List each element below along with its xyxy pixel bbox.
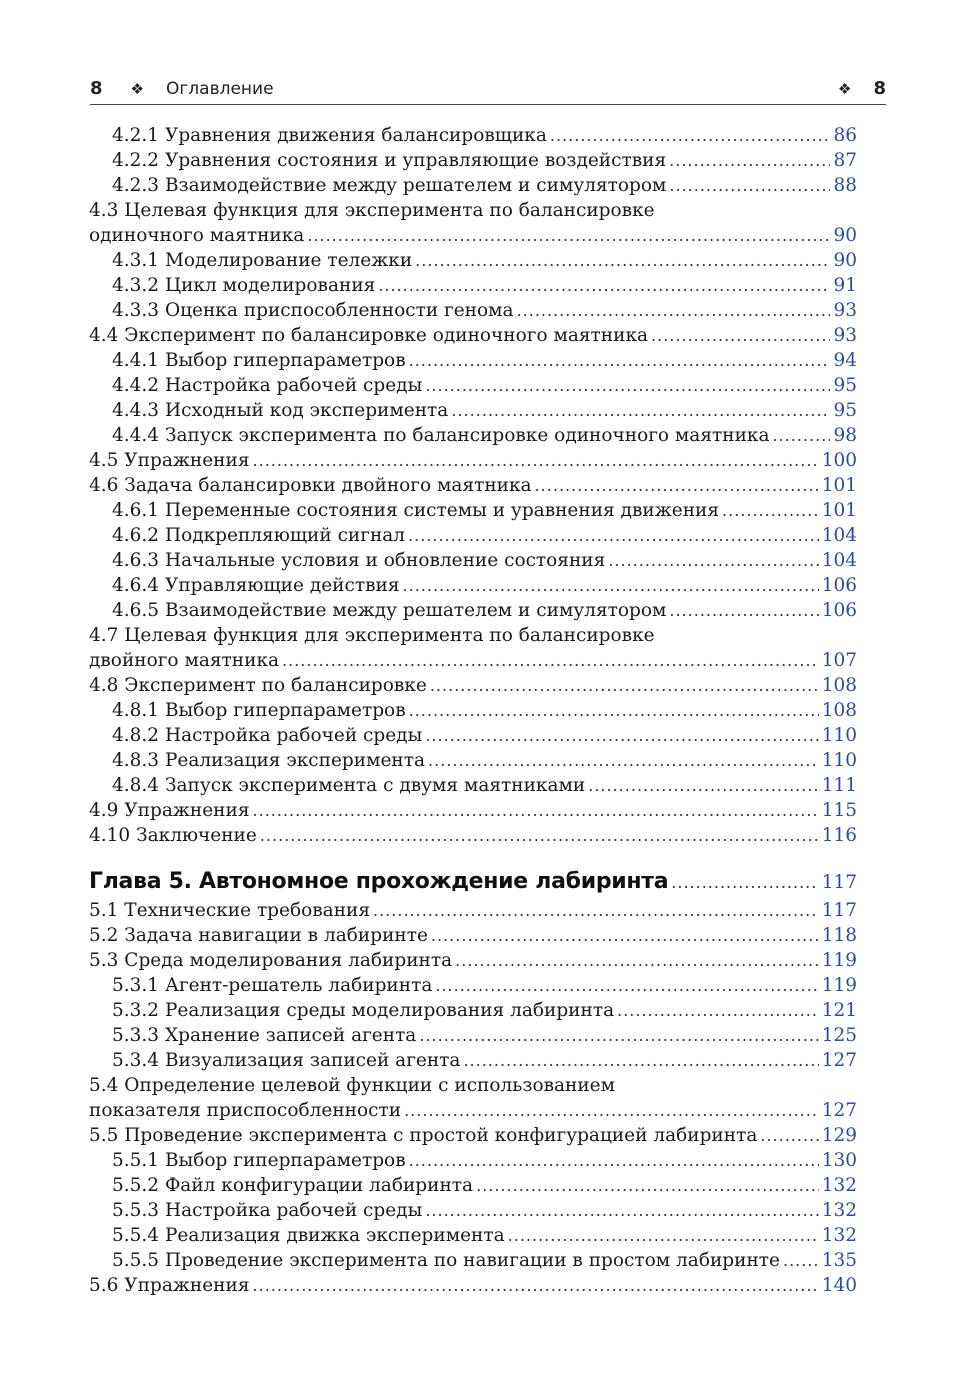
toc-entry[interactable] — [89, 1123, 857, 1148]
dot-leader — [409, 348, 831, 373]
dot-leader — [430, 673, 819, 698]
toc-entry-title: 4.8.3 Реализация эксперимента — [112, 750, 426, 771]
dot-leader — [253, 1273, 819, 1298]
dot-leader — [419, 1023, 818, 1048]
toc-entry-title: 4.10 Заключение — [89, 825, 257, 846]
toc-entry-title: 5.6 Упражнения — [89, 1275, 250, 1296]
table-of-contents — [89, 123, 857, 1298]
dot-leader — [428, 748, 819, 773]
toc-page-number[interactable]: 121 — [821, 1000, 857, 1021]
toc-entry[interactable] — [89, 998, 857, 1023]
toc-entry[interactable] — [89, 198, 857, 223]
toc-page-number[interactable]: 135 — [821, 1250, 857, 1271]
dot-leader — [253, 798, 819, 823]
toc-page-number[interactable]: 132 — [821, 1200, 857, 1221]
toc-page-number[interactable]: 88 — [833, 175, 857, 196]
toc-entry[interactable] — [89, 1048, 857, 1073]
toc-page-number[interactable]: 129 — [821, 1125, 857, 1146]
toc-page-number[interactable]: 94 — [833, 350, 857, 371]
toc-entry-title: 4.5 Упражнения — [89, 450, 250, 471]
toc-page-number[interactable]: 110 — [821, 725, 857, 746]
dot-leader — [425, 1198, 818, 1223]
toc-entry-title: 4.6.3 Начальные условия и обновление состояния — [112, 550, 606, 571]
toc-entry[interactable] — [89, 273, 857, 298]
toc-page-number[interactable]: 132 — [821, 1175, 857, 1196]
toc-entry-title: 5.5.1 Выбор гиперпараметров — [112, 1150, 406, 1171]
dot-leader — [550, 123, 831, 148]
dot-leader — [651, 323, 830, 348]
toc-entry[interactable] — [89, 698, 857, 723]
toc-entry[interactable] — [89, 323, 857, 348]
toc-entry-title: 4.3.2 Цикл моделирования — [112, 275, 376, 296]
toc-entry[interactable] — [89, 773, 857, 798]
toc-entry[interactable] — [89, 898, 857, 923]
toc-entry-title: 4.8.1 Выбор гиперпараметров — [112, 700, 406, 721]
toc-page-number[interactable]: 108 — [821, 700, 857, 721]
toc-entry[interactable] — [89, 1248, 857, 1273]
toc-entry-title: показателя приспособленности — [89, 1100, 402, 1121]
toc-entry[interactable] — [89, 748, 857, 773]
toc-entry[interactable] — [89, 723, 857, 748]
dot-leader — [373, 898, 819, 923]
toc-page-number[interactable]: 91 — [833, 275, 857, 296]
running-head-right — [838, 78, 886, 99]
toc-page-number[interactable]: 107 — [821, 650, 857, 671]
dot-leader — [476, 1173, 819, 1198]
toc-page-number[interactable]: 101 — [821, 500, 857, 521]
toc-page-number[interactable]: 86 — [833, 125, 857, 146]
toc-entry[interactable] — [89, 123, 857, 148]
dot-leader — [671, 864, 818, 902]
toc-entry-title: 4.6.5 Взаимодействие между решателем и симулятором — [112, 600, 667, 621]
page-number-right: 8 — [873, 78, 886, 99]
toc-entry-title: 4.2.3 Взаимодействие между решателем и симулятором — [112, 175, 667, 196]
running-head — [90, 74, 886, 105]
toc-entry-title: 5.5 Проведение эксперимента с простой конфигурацией лабиринта — [89, 1125, 758, 1146]
toc-entry-title: 5.5.5 Проведение эксперимента по навигации в простом лабиринте — [112, 1250, 780, 1271]
dot-leader — [760, 1123, 818, 1148]
toc-entry[interactable] — [89, 1173, 857, 1198]
toc-entry[interactable] — [89, 673, 857, 698]
dot-leader — [409, 1148, 819, 1173]
toc-page-number[interactable]: 101 — [821, 475, 857, 496]
dot-leader — [669, 148, 830, 173]
toc-page-number[interactable]: 104 — [821, 525, 857, 546]
toc-entry-title: 4.4 Эксперимент по балансировке одиночного маятника — [89, 325, 649, 346]
section-title: Оглавление — [165, 78, 274, 99]
dot-leader — [307, 223, 830, 248]
toc-entry-title: 4.6.4 Управляющие действия — [112, 575, 400, 596]
dot-leader — [608, 548, 818, 573]
toc-page-number[interactable]: 90 — [833, 225, 857, 246]
toc-page-number[interactable]: 87 — [833, 150, 857, 171]
toc-entry[interactable] — [89, 573, 857, 598]
toc-page-number[interactable]: 130 — [821, 1150, 857, 1171]
toc-page-number[interactable]: 93 — [833, 325, 857, 346]
dot-leader — [415, 248, 830, 273]
toc-entry-title: 4.6 Задача балансировки двойного маятника — [89, 475, 532, 496]
toc-entry[interactable] — [89, 473, 857, 498]
toc-entry[interactable] — [89, 923, 857, 948]
toc-entry-title: 5.3.3 Хранение записей агента — [112, 1025, 417, 1046]
toc-page-number[interactable]: 90 — [833, 250, 857, 271]
dot-leader — [451, 398, 830, 423]
toc-page-number[interactable]: 93 — [833, 300, 857, 321]
ornament-icon: ❖ — [130, 79, 144, 98]
toc-page-number[interactable]: 108 — [821, 675, 857, 696]
toc-entry-title: 4.6.2 Подкрепляющий сигнал — [112, 525, 406, 546]
toc-page-number[interactable]: 104 — [821, 550, 857, 571]
toc-entry-title: Глава 5. Автономное прохождение лабиринта — [89, 869, 669, 894]
toc-entry[interactable] — [89, 1273, 857, 1298]
dot-leader — [783, 1248, 819, 1273]
dot-leader — [435, 973, 818, 998]
toc-entry-title: 4.7 Целевая функция для эксперимента по балансировке — [89, 625, 655, 646]
toc-entry[interactable] — [89, 223, 857, 248]
toc-entry[interactable] — [89, 298, 857, 323]
toc-entry-title: 5.5.3 Настройка рабочей среды — [112, 1200, 423, 1221]
dot-leader — [408, 523, 819, 548]
toc-entry-title: 5.4 Определение целевой функции с использованием — [89, 1075, 616, 1096]
dot-leader — [773, 423, 831, 448]
toc-entry[interactable] — [89, 1223, 857, 1248]
dot-leader — [425, 723, 818, 748]
toc-entry-title: 5.3.2 Реализация среды моделирования лабиринта — [112, 1000, 615, 1021]
toc-entry-title: 4.3.1 Моделирование тележки — [112, 250, 413, 271]
dot-leader — [260, 823, 819, 848]
toc-entry[interactable] — [89, 623, 857, 648]
toc-entry[interactable] — [89, 1198, 857, 1223]
toc-entry[interactable] — [89, 148, 857, 173]
toc-page-number[interactable]: 119 — [821, 950, 857, 971]
toc-page-number[interactable]: 127 — [821, 1050, 857, 1071]
toc-entry-title: 4.6.1 Переменные состояния системы и уравнения движения — [112, 500, 720, 521]
toc-entry[interactable] — [89, 398, 857, 423]
toc-page-number[interactable]: 106 — [821, 600, 857, 621]
dot-leader — [404, 1098, 819, 1123]
toc-entry[interactable] — [89, 373, 857, 398]
toc-entry[interactable] — [89, 423, 857, 448]
toc-entry[interactable] — [89, 948, 857, 973]
toc-entry[interactable] — [89, 823, 857, 848]
running-head-left — [90, 78, 274, 99]
toc-entry-title: 4.4.3 Исходный код эксперимента — [112, 400, 449, 421]
toc-entry[interactable] — [89, 1073, 857, 1098]
toc-entry-title: двойного маятника — [89, 650, 280, 671]
toc-entry[interactable] — [89, 248, 857, 273]
toc-entry[interactable] — [89, 598, 857, 623]
toc-page-number[interactable]: 100 — [821, 450, 857, 471]
dot-leader — [463, 1048, 818, 1073]
toc-page-number[interactable]: 140 — [821, 1275, 857, 1296]
dot-leader — [508, 1223, 819, 1248]
toc-chapter-entry[interactable] — [89, 863, 857, 901]
toc-page-number[interactable]: 117 — [821, 872, 857, 893]
toc-entry[interactable] — [89, 1098, 857, 1123]
toc-entry[interactable] — [89, 973, 857, 998]
toc-entry[interactable] — [89, 498, 857, 523]
dot-leader — [282, 648, 819, 673]
toc-entry-title: 5.2 Задача навигации в лабиринте — [89, 925, 428, 946]
dot-leader — [535, 473, 819, 498]
toc-entry-title: 4.8.4 Запуск эксперимента с двумя маятниками — [112, 775, 586, 796]
toc-entry[interactable] — [89, 448, 857, 473]
ornament-icon: ❖ — [838, 79, 852, 98]
toc-page-number[interactable]: 98 — [833, 425, 857, 446]
toc-entry-title: 5.3.1 Агент-решатель лабиринта — [112, 975, 433, 996]
toc-entry-title: 5.1 Технические требования — [89, 900, 371, 921]
toc-entry-title: 5.5.2 Файл конфигурации лабиринта — [112, 1175, 474, 1196]
dot-leader — [378, 273, 830, 298]
toc-page-number[interactable]: 95 — [833, 400, 857, 421]
toc-entry-title: 5.3.4 Визуализация записей агента — [112, 1050, 461, 1071]
toc-entry[interactable] — [89, 348, 857, 373]
toc-page-number[interactable]: 127 — [821, 1100, 857, 1121]
toc-page-number[interactable]: 110 — [821, 750, 857, 771]
toc-page-number[interactable]: 132 — [821, 1225, 857, 1246]
toc-entry-title: 4.4.1 Выбор гиперпараметров — [112, 350, 406, 371]
toc-page-number[interactable]: 117 — [821, 900, 857, 921]
toc-entry-title: 4.3.3 Оценка приспособленности генома — [112, 300, 514, 321]
toc-entry-title: 4.8 Эксперимент по балансировке — [89, 675, 427, 696]
toc-entry-title: 4.8.2 Настройка рабочей среды — [112, 725, 423, 746]
dot-leader — [517, 298, 831, 323]
toc-page-number[interactable]: 119 — [821, 975, 857, 996]
dot-leader — [425, 373, 830, 398]
toc-page-number[interactable]: 125 — [821, 1025, 857, 1046]
dot-leader — [722, 498, 819, 523]
dot-leader — [253, 448, 819, 473]
toc-entry-title: 5.5.4 Реализация движка эксперимента — [112, 1225, 505, 1246]
toc-entry[interactable] — [89, 173, 857, 198]
dot-leader — [617, 998, 819, 1023]
dot-leader — [455, 948, 819, 973]
toc-entry-title: 4.9 Упражнения — [89, 800, 250, 821]
toc-page-number[interactable]: 115 — [821, 800, 857, 821]
toc-entry[interactable] — [89, 548, 857, 573]
dot-leader — [409, 698, 819, 723]
toc-entry-title: 5.3 Среда моделирования лабиринта — [89, 950, 453, 971]
toc-entry-title: 4.2.2 Уравнения состояния и управляющие воздействия — [112, 150, 667, 171]
dot-leader — [669, 598, 818, 623]
toc-entry-title: 4.4.4 Запуск эксперимента по балансировке одиночного маятника — [112, 425, 770, 446]
dot-leader — [669, 173, 830, 198]
toc-entry-title: 4.4.2 Настройка рабочей среды — [112, 375, 423, 396]
dot-leader — [403, 573, 819, 598]
toc-page-number[interactable]: 118 — [821, 925, 857, 946]
toc-entry-title: одиночного маятника — [89, 225, 305, 246]
toc-entry[interactable] — [89, 1023, 857, 1048]
toc-page-number[interactable]: 95 — [833, 375, 857, 396]
toc-entry-title: 4.3 Целевая функция для эксперимента по балансировке — [89, 200, 655, 221]
toc-page-number[interactable]: 111 — [821, 775, 857, 796]
toc-entry[interactable] — [89, 523, 857, 548]
toc-entry[interactable] — [89, 1148, 857, 1173]
page-number-left: 8 — [90, 78, 103, 99]
toc-entry[interactable] — [89, 798, 857, 823]
dot-leader — [431, 923, 819, 948]
toc-entry[interactable] — [89, 648, 857, 673]
dot-leader — [588, 773, 818, 798]
toc-entry-title: 4.2.1 Уравнения движения балансировщика — [112, 125, 547, 146]
toc-page-number[interactable]: 106 — [821, 575, 857, 596]
toc-page-number[interactable]: 116 — [821, 825, 857, 846]
